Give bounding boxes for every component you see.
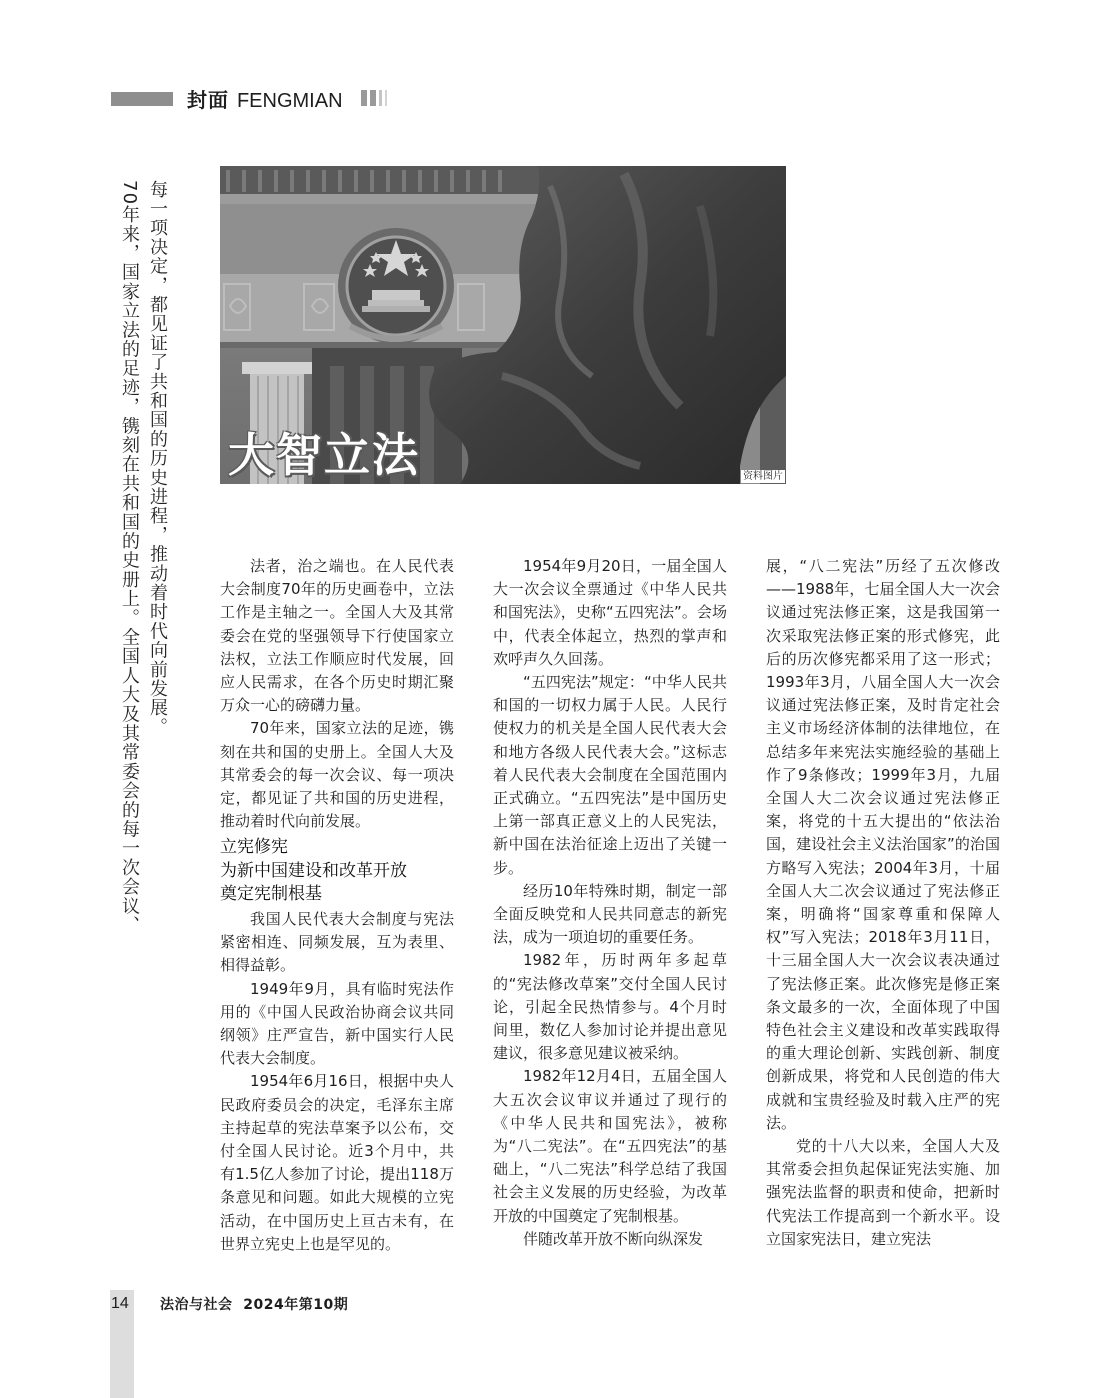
section-title-cn: 封面: [187, 88, 229, 112]
article-column-3: [766, 555, 1000, 1251]
lead-text-line-2: 70年来，国家立法的足迹，镌刻在共和国的史册上。全国人大及其常委会的每一次会议、: [119, 180, 140, 935]
paragraph: 我国人民代表大会制度与宪法紧密相连、同频发展，互为表里、相得益彰。: [220, 909, 454, 975]
section-heading: [220, 836, 454, 907]
emblem-illustration: [338, 228, 454, 344]
article-column-2: [493, 555, 727, 1251]
lead-text-line-1: 每一项决定，都见证了共和国的历史进程，推动着时代向前发展。: [147, 180, 168, 737]
paragraph: “五四宪法”规定：“中华人民共和国的一切权力属于人民。人民行使权力的机关是全国人民代表大会和地方各级人民代表大会。”这标志着人民代表大会制度在全国范围内正式确立。“五四宪法”是中国历史上第一部真正意义上的人民宪法，新中国在法治征途上迈出了关键一步。: [493, 673, 727, 877]
paragraph: 法者，治之端也。在人民代表大会制度70年的历史画卷中，立法工作是主轴之一。全国人大及其常委会在党的坚强领导下行使国家立法权，立法工作顺应时代发展，回应人民需求，在各个历史时期汇聚万众一心的磅礴力量。: [220, 557, 454, 715]
header-bar: [111, 92, 173, 106]
section-header: [187, 86, 343, 115]
paragraph: 1982年，历时两年多起草的“宪法修改草案”交付全国人民讨论，引起全民热情参与。4个月时间里，数亿人参加讨论并提出意见建议，很多意见建议被采纳。: [493, 951, 727, 1063]
paragraph: 经历10年特殊时期，制定一部全面反映党和人民共同意志的新宪法，成为一项迫切的重要任务。: [493, 881, 727, 947]
paragraph: 伴随改革开放不断向纵深发: [523, 1229, 704, 1248]
paragraph: 1982年12月4日，五届全国人大五次会议审议并通过了现行的《中华人民共和国宪法》，被称为“八二宪法”。在“五四宪法”的基础上，“八二宪法”科学总结了我国社会主义发展的历史经验，为改革开放的中国奠定了宪制根基。: [493, 1067, 727, 1225]
paragraph: 70年来，国家立法的足迹，镌刻在共和国的史册上。全国人大及其常委会的每一次会议、每一项决定，都见证了共和国的历史进程，推动着时代向前发展。: [220, 719, 454, 831]
header-decoration: [361, 90, 390, 106]
cover-title: 大智立法: [228, 428, 420, 482]
paragraph: 1949年9月，具有临时宪法作用的《中国人民政治协商会议共同纲领》庄严宣告，新中国实行人民代表大会制度。: [220, 979, 454, 1068]
section-title-en: FENGMIAN: [236, 90, 343, 112]
photo-credit: 资料图片: [743, 471, 783, 482]
paragraph: 1954年6月16日，根据中央人民政府委员会的决定，毛泽东主席主持起草的宪法草案予以公布，交付全国人民讨论。近3个月中，共有1.5亿人参加了讨论，提出118万条意见和问题。如此大规模的立宪活动，在中国历史上亘古未有，在世界立宪史上也是罕见的。: [220, 1072, 454, 1253]
paragraph: 1954年9月20日，一届全国人大一次会议全票通过《中华人民共和国宪法》，史称“五四宪法”。会场中，代表全体起立，热烈的掌声和欢呼声久久回荡。: [493, 557, 727, 668]
section-heading-line-3: 奠定宪制根基: [220, 884, 322, 905]
section-heading-line-2: 为新中国建设和改革开放: [220, 860, 407, 881]
journal-name: 法治与社会 2024年第10期: [160, 1297, 349, 1313]
article-column-1: [220, 555, 454, 1256]
page-number: 14: [111, 1295, 129, 1312]
paragraph: 展，“八二宪法”历经了五次修改——1988年，七届全国人大一次会议通过宪法修正案，这是我国第一次采取宪法修正案的形式修宪，此后的历次修宪都采用了这一形式；1993年3月，八届全国人大一次会议通过宪法修正案，及时肯定社会主义市场经济体制的法律地位，在总结多年来宪法实施经验的基础上作了9条修改；1999年3月，九届全国人大二次会议通过宪法修正案，将党的十五大提出的“依法治国，建设社会主义法治国家”的治国方略写入宪法；2004年3月，十届全国人大二次会议通过了宪法修正案，明确将“国家尊重和保障人权”写入宪法；2018年3月11日，十三届全国人大一次会议表决通过了宪法修正案。此次修宪是修正案条文最多的一次，全面体现了中国特色社会主义建设和改革实践取得的重大理论创新、实践创新、制度创新成果，将党和人民创造的伟大成就和宝贵经验及时载入庄严的宪法。: [766, 557, 1000, 1132]
cover-photo: [220, 166, 786, 484]
section-heading-line-1: 立宪修宪: [220, 837, 288, 858]
paragraph: 党的十八大以来，全国人大及其常委会担负起保证宪法实施、加强宪法监督的职责和使命，把新时代宪法工作提高到一个新水平。设立国家宪法日，建立宪法: [766, 1137, 1000, 1248]
